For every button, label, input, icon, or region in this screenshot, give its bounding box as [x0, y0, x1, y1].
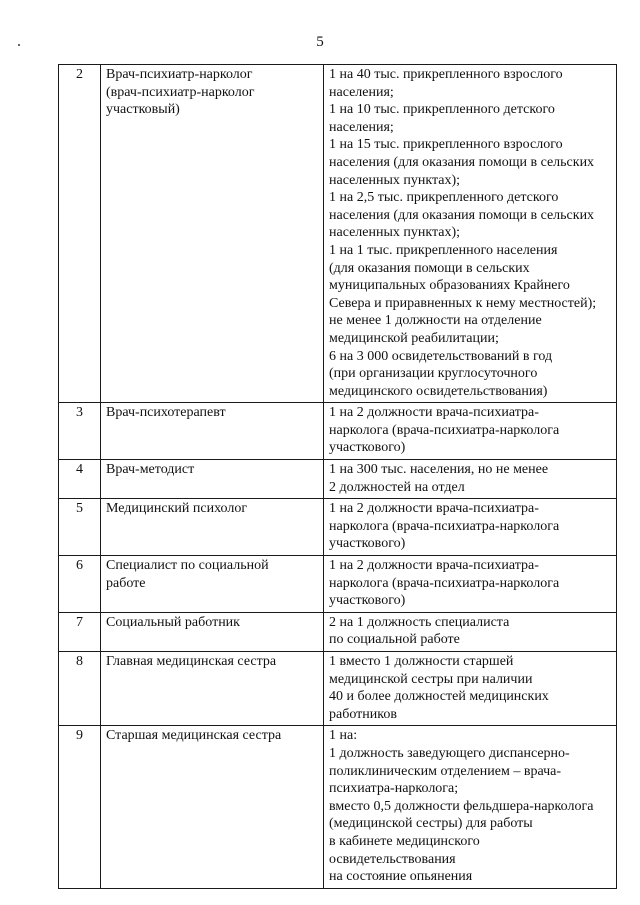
staffing-norm-line: Севера и приравненных к нему местностей); — [329, 295, 597, 311]
position-cell — [101, 499, 324, 556]
staffing-norm-line: медицинской сестры при наличии — [329, 671, 533, 687]
position-line: (врач-психиатр-нарколог — [106, 84, 255, 100]
staffing-norm-cell — [324, 460, 617, 499]
position-line: участковый) — [106, 102, 180, 118]
staffing-norm-line: участкового) — [329, 593, 406, 609]
row-number: 7 — [59, 612, 101, 651]
table-row — [59, 403, 617, 460]
position-cell — [101, 652, 324, 726]
staffing-norm-line: нарколога (врача-психиатра-нарколога — [329, 575, 560, 591]
staffing-norm-line: 1 на 10 тыс. прикрепленного детского — [329, 102, 555, 118]
staffing-norm-line: населения (для оказания помощи в сельских — [329, 154, 595, 170]
position-cell — [101, 556, 324, 613]
staffing-norm-cell — [324, 652, 617, 726]
row-number: 6 — [59, 556, 101, 613]
position-line: работе — [106, 575, 146, 591]
staffing-norms-table — [58, 64, 617, 889]
row-number: 9 — [59, 726, 101, 888]
staffing-norm-cell — [324, 726, 617, 888]
staffing-norm-line: 1 вместо 1 должности старшей — [329, 654, 514, 669]
position-line: Старшая медицинская сестра — [106, 728, 282, 744]
staffing-norm-line: населения; — [329, 119, 394, 135]
table-body — [59, 65, 617, 889]
staffing-norm-line: (медицинской сестры) для работы — [329, 816, 533, 832]
staffing-norm-line: 1 на 15 тыс. прикрепленного взрослого — [329, 137, 563, 153]
table-row — [59, 65, 617, 403]
table-row — [59, 499, 617, 556]
staffing-norm-line: муниципальных образованиях Крайнего — [329, 278, 570, 294]
staffing-norm-line: не менее 1 должности на отделение — [329, 313, 542, 329]
row-number: 8 — [59, 652, 101, 726]
staffing-norm-line: поликлиническим отделением – врача- — [329, 763, 562, 779]
position-line: Врач-методист — [106, 462, 195, 478]
staffing-norm-line: медицинской реабилитации; — [329, 330, 499, 346]
staffing-norm-cell — [324, 499, 617, 556]
staffing-norm-line: 1 на 2 должности врача-психиатра- — [329, 558, 539, 574]
staffing-norm-line: (при организации круглосуточного — [329, 366, 538, 382]
staffing-norm-line: населения (для оказания помощи в сельских — [329, 207, 595, 223]
staffing-norm-line: 1 на 2,5 тыс. прикрепленного детского — [329, 190, 559, 206]
row-number: 4 — [59, 460, 101, 499]
position-cell — [101, 403, 324, 460]
staffing-norm-line: 1 на 40 тыс. прикрепленного взрослого — [329, 67, 563, 82]
position-line: Врач-психотерапевт — [106, 405, 226, 421]
staffing-norm-line: в кабинете медицинского — [329, 833, 480, 849]
table-row — [59, 726, 617, 888]
staffing-norm-line: 40 и более должностей медицинских — [329, 689, 549, 705]
staffing-norm-line: (для оказания помощи в сельских — [329, 260, 530, 276]
staffing-norm-line: 1 на 300 тыс. населения, но не менее — [329, 462, 549, 478]
row-number: 5 — [59, 499, 101, 556]
staffing-norm-line: 1 должность заведующего диспансерно- — [329, 745, 570, 761]
staffing-norm-line: 6 на 3 000 освидетельствований в год — [329, 348, 553, 364]
position-line: Специалист по социальной — [106, 558, 269, 574]
page-number: 5 — [316, 34, 324, 50]
staffing-norm-line: 2 должностей на отдел — [329, 479, 465, 495]
position-cell — [101, 612, 324, 651]
staffing-norm-cell — [324, 65, 617, 403]
position-cell — [101, 460, 324, 499]
staffing-norm-line: вместо 0,5 должности фельдшера-нарколога — [329, 798, 594, 814]
staffing-norm-line: участкового) — [329, 536, 406, 552]
table-row — [59, 460, 617, 499]
staffing-norm-line: освидетельствования — [329, 851, 456, 867]
staffing-norm-line: 2 на 1 должность специалиста — [329, 614, 510, 630]
staffing-norm-line: работников — [329, 706, 397, 722]
position-cell — [101, 65, 324, 403]
staffing-norm-line: 1 на: — [329, 728, 358, 744]
staffing-norm-line: 1 на 1 тыс. прикрепленного населения — [329, 242, 558, 258]
table-row — [59, 556, 617, 613]
position-line: Социальный работник — [106, 614, 240, 630]
staffing-norm-line: медицинского освидетельствования) — [329, 383, 548, 399]
position-line: Медицинский психолог — [106, 501, 248, 517]
staffing-norm-line: населения; — [329, 84, 394, 100]
position-cell — [101, 726, 324, 888]
position-line: Главная медицинская сестра — [106, 654, 277, 669]
staffing-norm-line: по социальной работе — [329, 632, 460, 648]
row-number: 2 — [59, 65, 101, 403]
staffing-norm-line: нарколога (врача-психиатра-нарколога — [329, 518, 560, 534]
staffing-norm-line: на состояние опьянения — [329, 869, 473, 885]
staffing-norm-cell — [324, 403, 617, 460]
table-row — [59, 652, 617, 726]
staffing-norm-line: населенных пунктах); — [329, 225, 461, 241]
staffing-norm-line: 1 на 2 должности врача-психиатра- — [329, 405, 539, 421]
staffing-norm-line: населенных пунктах); — [329, 172, 461, 188]
table-row — [59, 612, 617, 651]
staffing-norm-line: нарколога (врача-психиатра-нарколога — [329, 422, 560, 438]
staffing-norm-cell — [324, 612, 617, 651]
position-line: Врач-психиатр-нарколог — [106, 67, 253, 82]
staffing-norm-cell — [324, 556, 617, 613]
staffing-norm-line: участкового) — [329, 440, 406, 456]
row-number: 3 — [59, 403, 101, 460]
staffing-norm-line: психиатра-нарколога; — [329, 781, 459, 797]
staffing-norm-line: 1 на 2 должности врача-психиатра- — [329, 501, 539, 517]
